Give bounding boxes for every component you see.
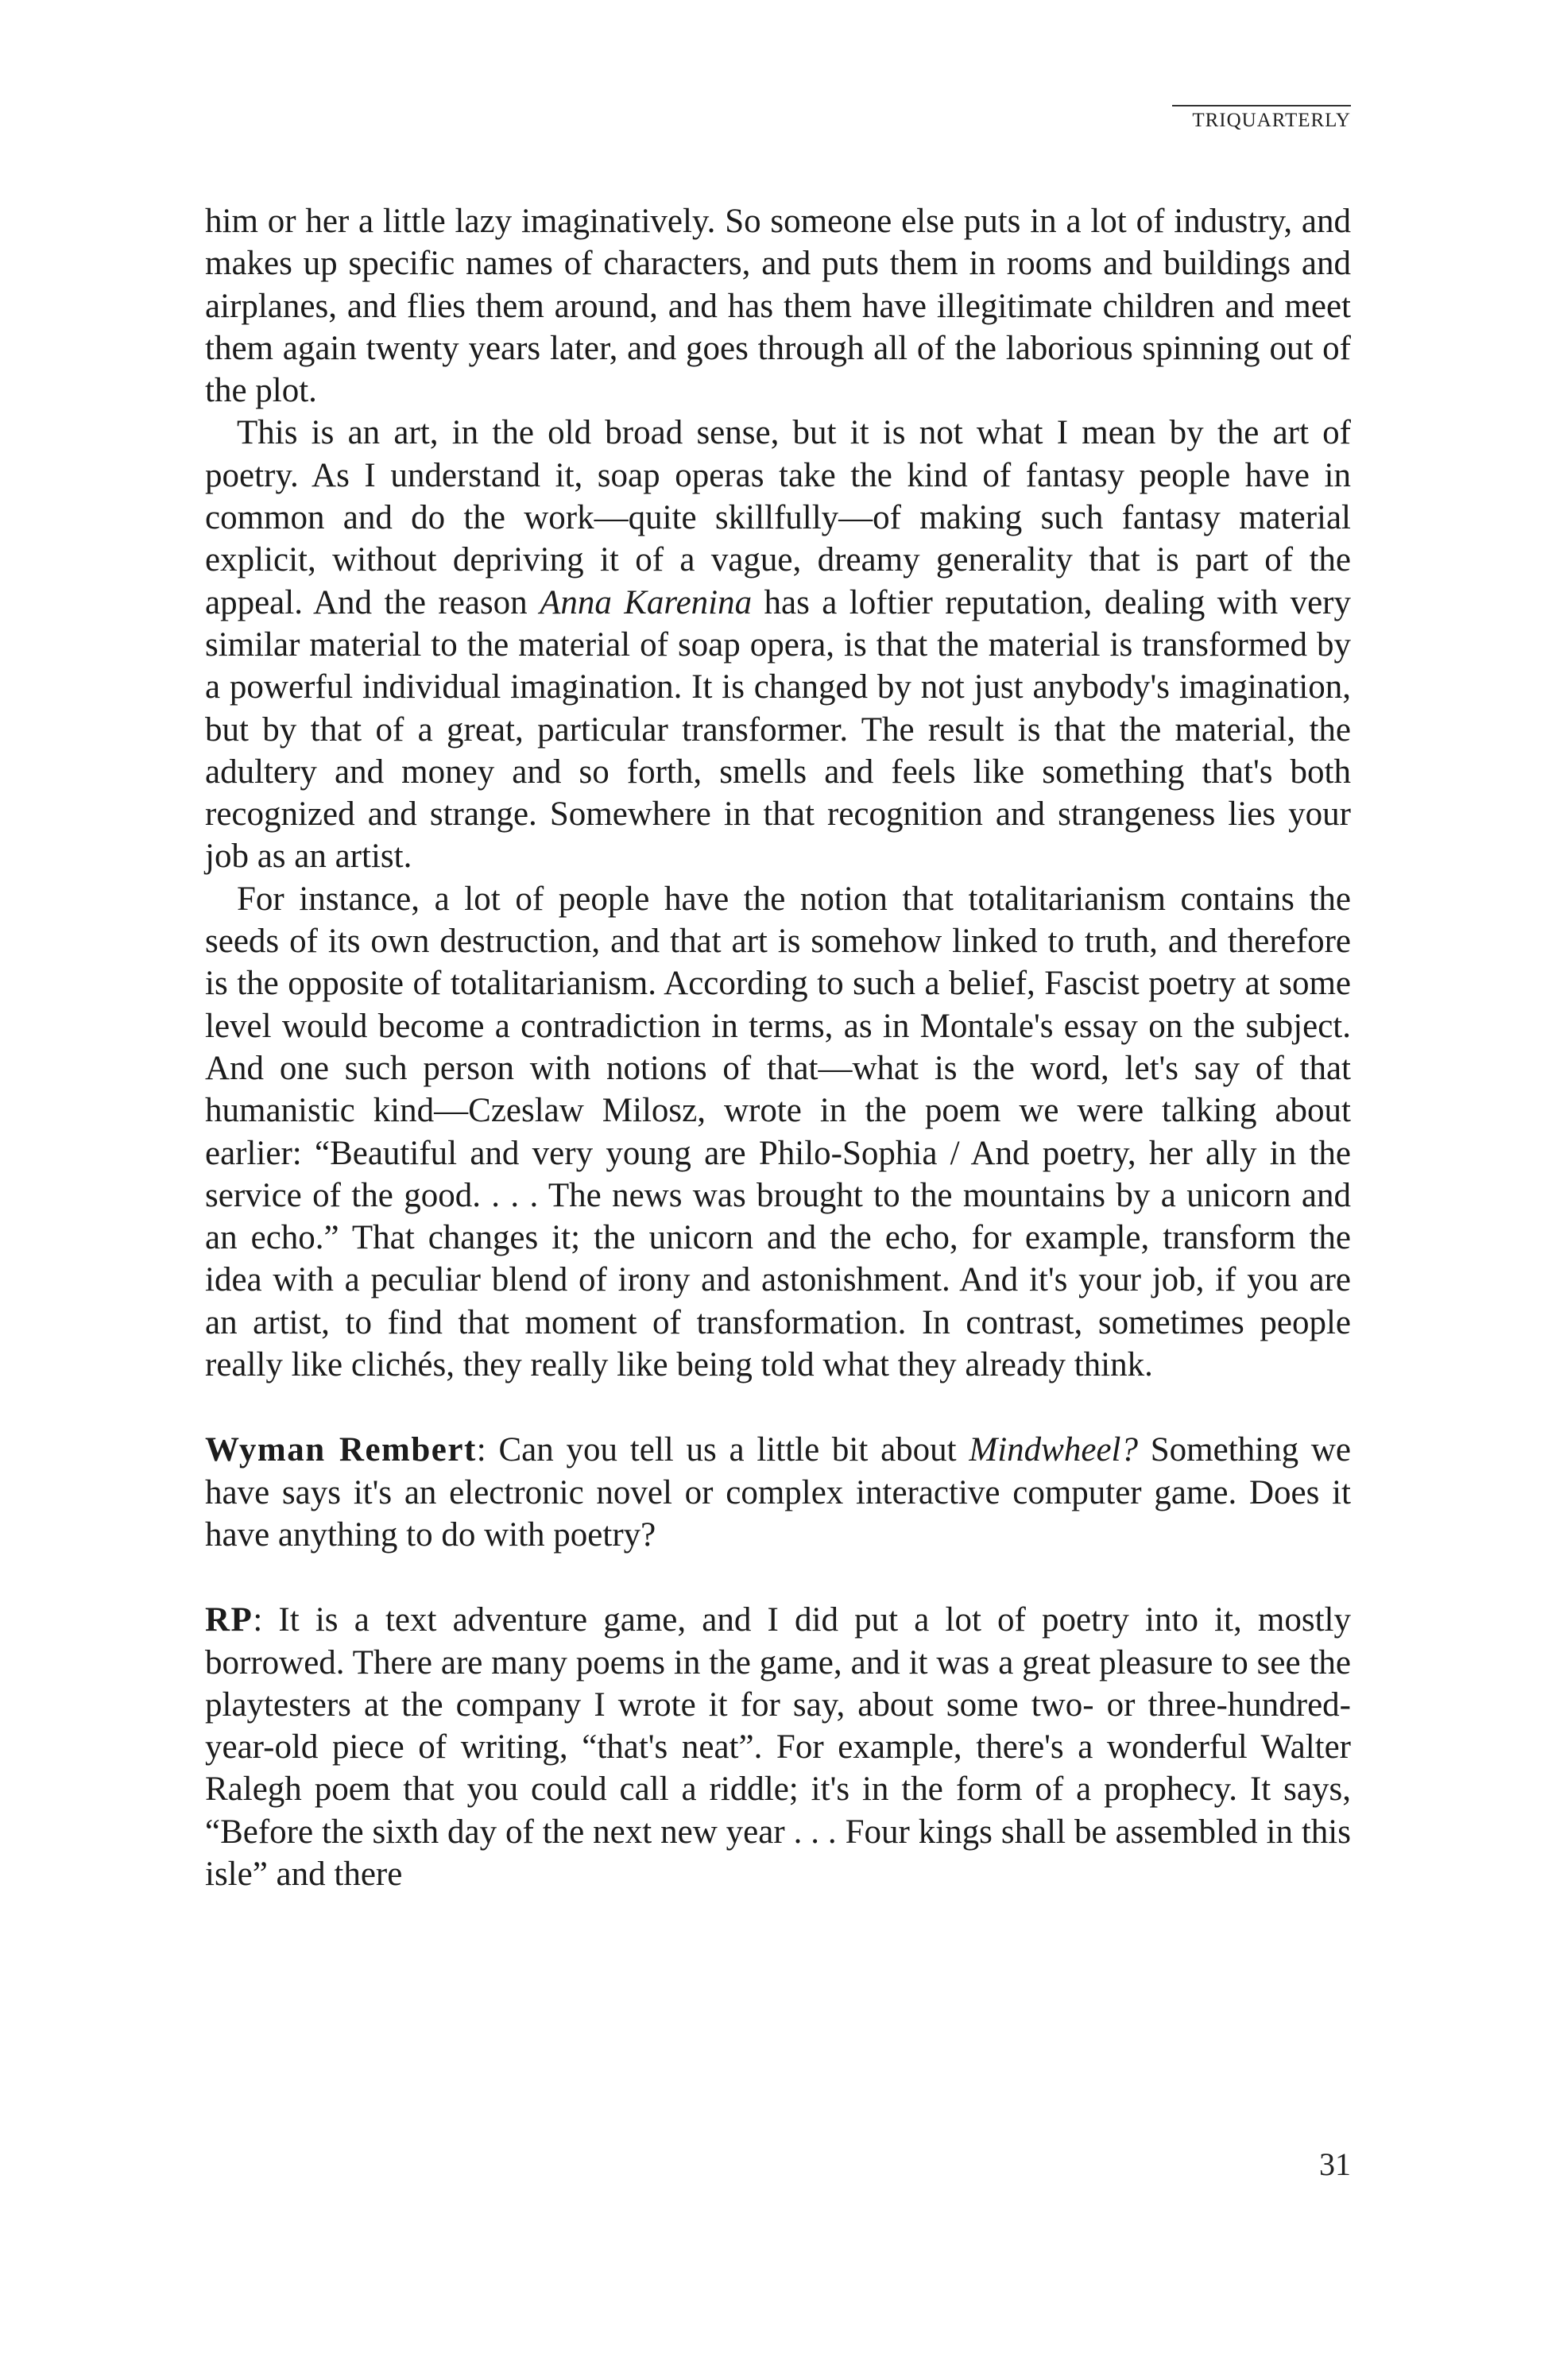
paragraph-3: For instance, a lot of people have the notion that totalitarianism contains the seeds of its own destruction, and that art is somehow linked to truth, and therefore is the opposite of totalitarianism. According to such a belief, Fascist poetry at some level would become a contradiction in terms, as in Montale's essay on the subject. And one such person with notions of that—what is the word, let's say of that humanistic kind—Czeslaw Milosz, wrote in the poem we were talking about earlier: “Beautiful and very young are Philo-Sophia / And poetry, her ally in the service of the good. . . . The news was brought to the mountains by a unicorn and an echo.” That changes it; the unicorn and the echo, for example, transform the idea with a peculiar blend of irony and astonishment. And it's your job, if you are an artist, to find that moment of transformation. In contrast, sometimes people really like clichés, they really like being told what they already think. bbox=[205, 880, 1351, 1384]
book-title-anna-karenina: Anna Karenina bbox=[540, 583, 753, 621]
game-title-mindwheel: Mindwheel? bbox=[969, 1431, 1138, 1469]
paragraph-2-part-a: This is an art, in the old broad sense, but it is not what I mean by the art of poetry. As I understand it, soap operas take the kind of fantasy people have in common and do the work—quite skillfully—of making such fantasy material explicit, without depriving it of a vague, dreamy generality that is part of the appeal. And the reason bbox=[205, 414, 1351, 621]
paragraph-2-part-b: has a loftier reputation, dealing with very similar material to the material of soap opera, is that the material is transformed by a powerful individual imagination. It is changed by not just anybody's imagination, but by that of a great, particular transformer. The result is that the material, the adultery and money and so forth, smells and feels like something that's both recognized and strange. Somewhere in that recognition and strangeness lies your job as an artist. bbox=[205, 583, 1352, 876]
answer-text: : It is a text adventure game, and I did put a lot of poetry into it, mostly borrowed. There are many poems in the game, and it was a great pleasure to see the playtesters at the company I wrote it for say, about some two- or three-hundred-year-old piece of writing, “that's neat”. For example, there's a wonderful Walter Ralegh poem that you could call a riddle; it's in the form of a prophecy. It says, “Before the sixth day of the next new year . . . Four kings shall be assembled in this isle” and there bbox=[205, 1601, 1351, 1893]
body-text bbox=[205, 200, 1351, 1895]
question-part-a: : Can you tell us a little bit about bbox=[476, 1431, 969, 1469]
paragraph-2 bbox=[205, 412, 1351, 877]
question-part-b: Something we have says it's an electronic novel or complex interactive computer game. Does it have anything to do with poetry? bbox=[205, 1431, 1351, 1554]
page-number: 31 bbox=[1319, 2146, 1351, 2182]
paragraph-1: him or her a little lazy imaginatively. So someone else puts in a lot of industry, and makes up specific names of characters, and puts them in rooms and buildings and airplanes, and flies them around, and has them have illegitimate children and meet them again twenty years later, and goes through all of the laborious spinning out of the plot. bbox=[205, 203, 1351, 410]
speaker-name-respondent: RP bbox=[205, 1601, 253, 1639]
running-head-rule bbox=[1172, 105, 1351, 106]
speaker-name-questioner: Wyman Rembert bbox=[205, 1431, 477, 1469]
answer-paragraph bbox=[205, 1599, 1351, 1895]
running-head: TRIQUARTERLY bbox=[1192, 110, 1351, 131]
question-paragraph bbox=[205, 1429, 1351, 1556]
